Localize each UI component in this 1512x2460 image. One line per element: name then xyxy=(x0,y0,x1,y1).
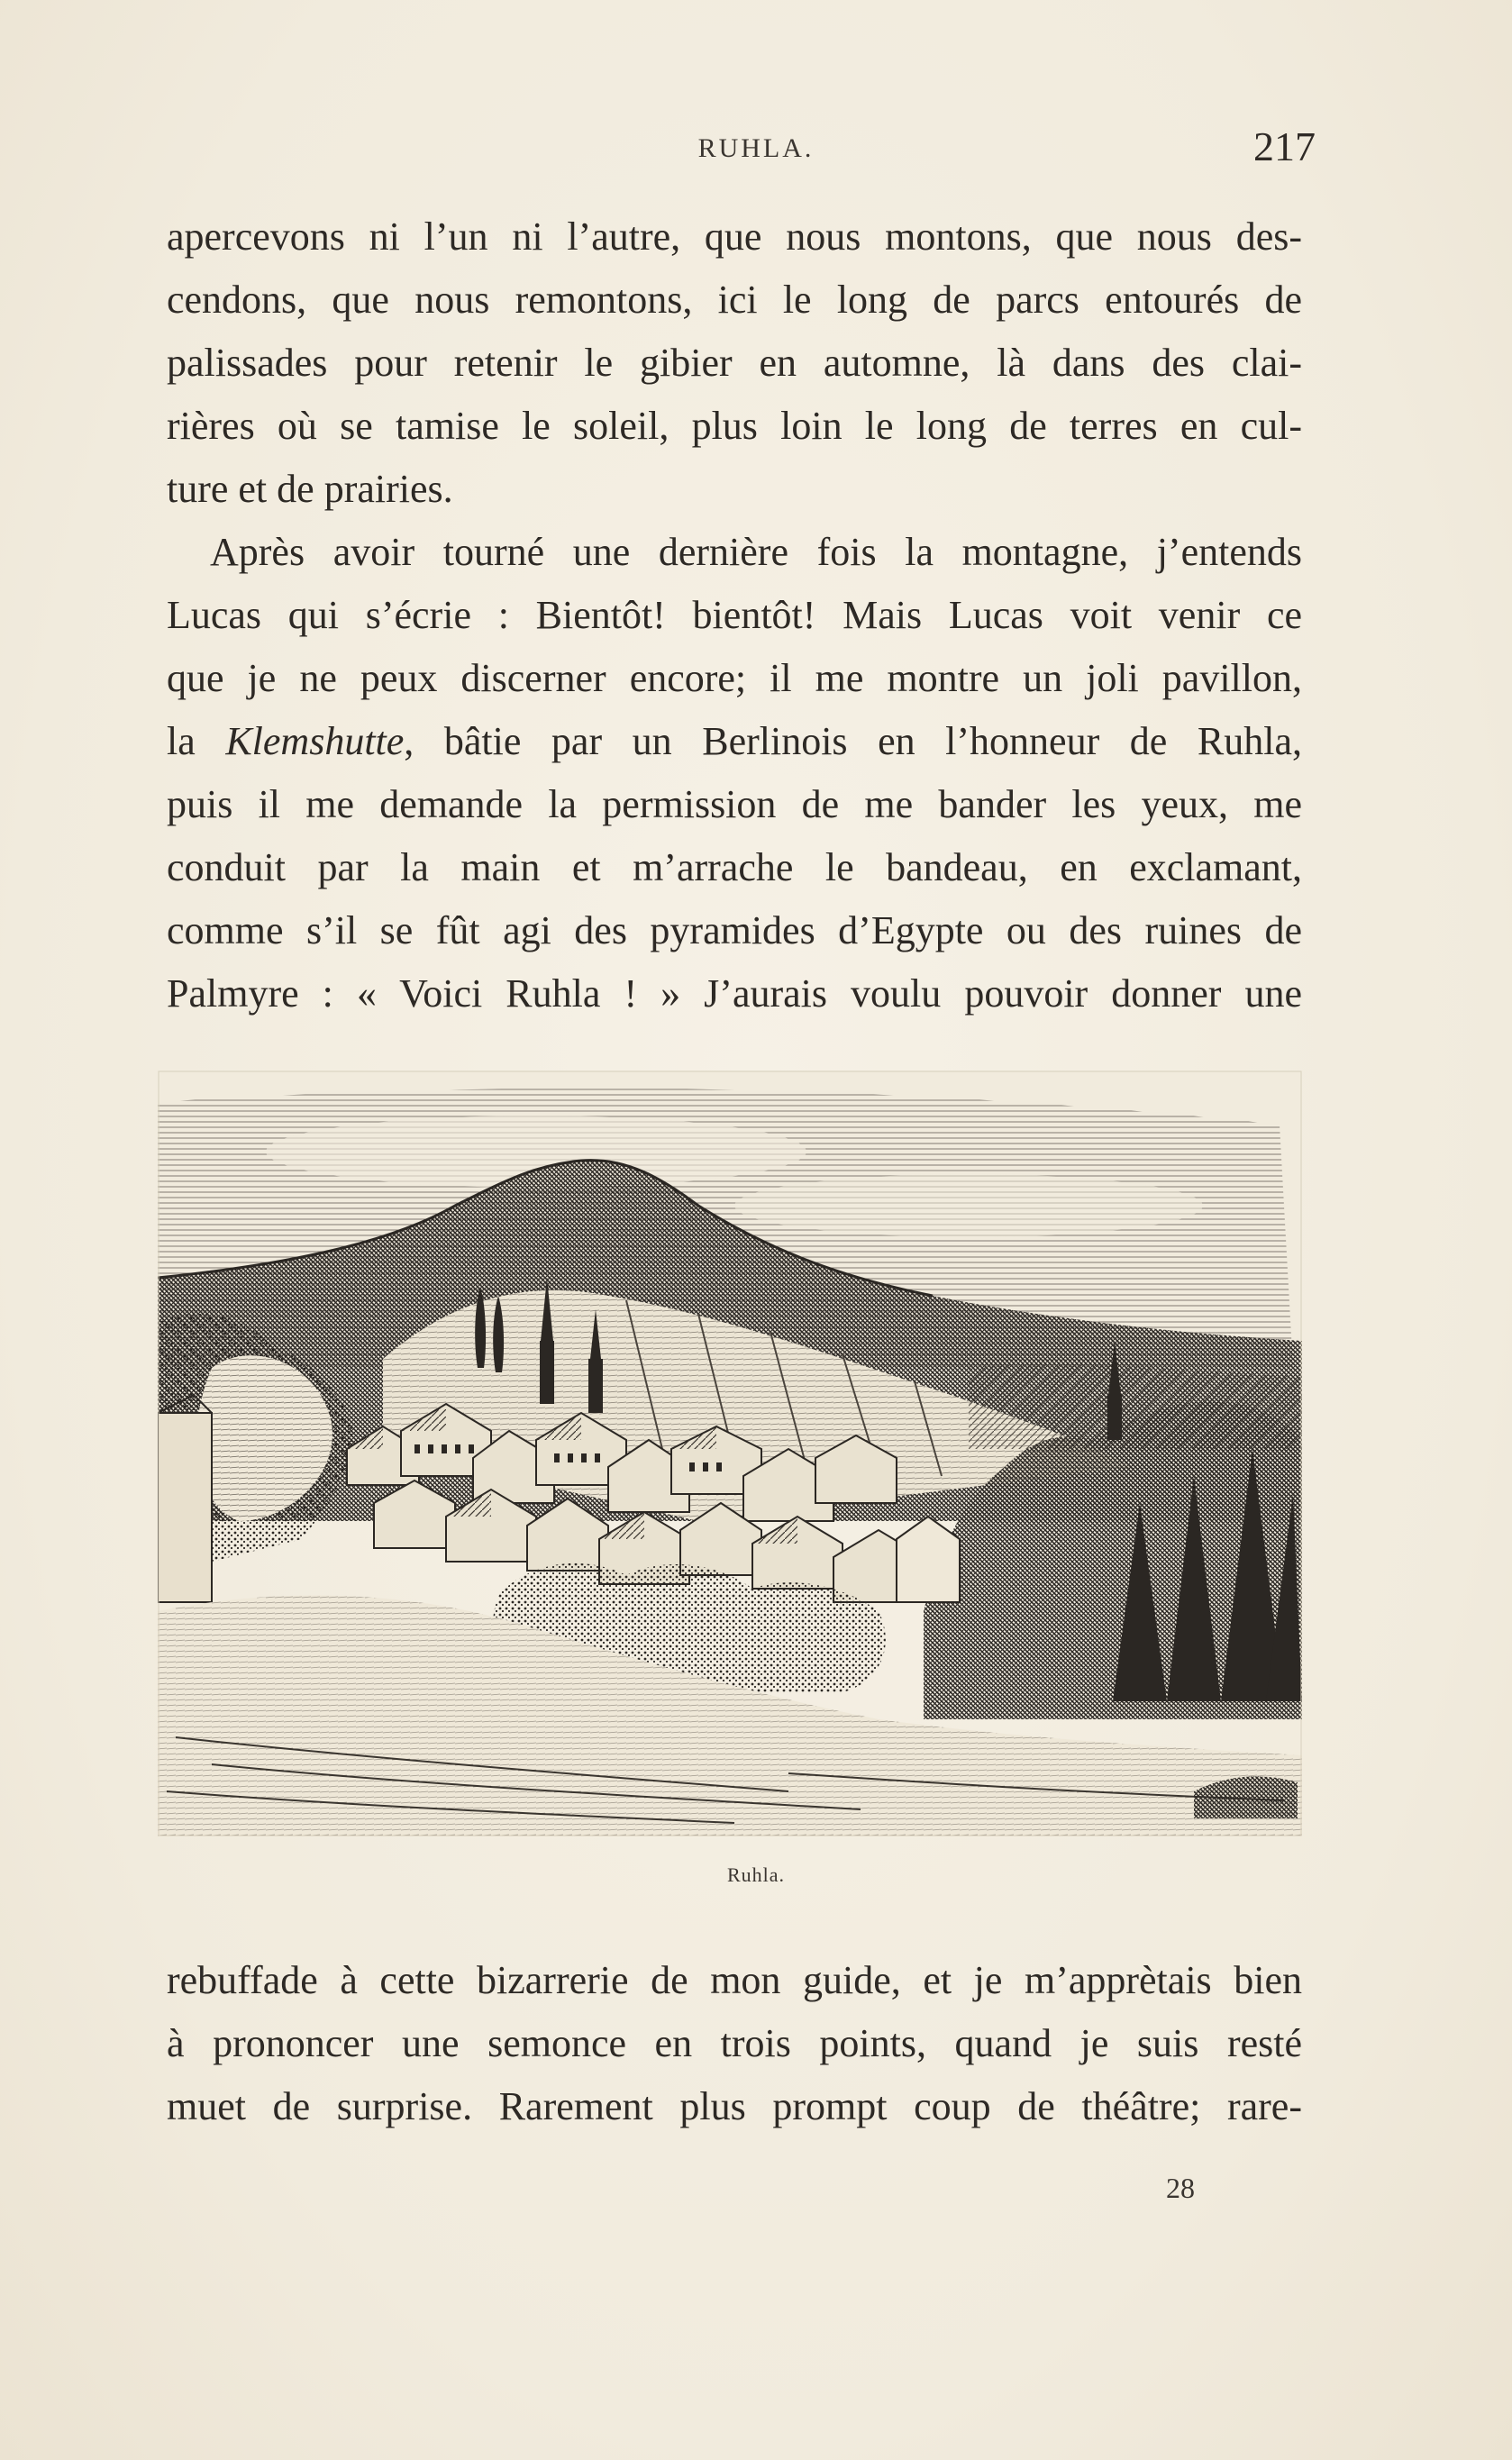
text-fragment: la xyxy=(167,719,226,763)
running-title: RUHLA. xyxy=(697,133,815,163)
text-line: Lucas qui s’écrie : Bientôt! bientôt! Mais Lucas voit venir ce xyxy=(167,593,1302,637)
text-line: muet de surprise. Rarement plus prompt coup de théâtre; rare- xyxy=(167,2084,1302,2128)
text-line: ture et de prairies. xyxy=(167,467,453,511)
text-line: apercevons ni l’un ni l’autre, que nous montons, que nous des- xyxy=(167,214,1302,259)
text-fragment: , bâtie par un Berlinois en l’honneur de Ruhla, xyxy=(404,719,1302,763)
text-line: comme s’il se fût agi des pyramides d’Egypte ou des ruines de xyxy=(167,908,1302,952)
text-line: conduit par la main et m’arrache le bandeau, en exclamant, xyxy=(167,845,1302,889)
text-line: rebuffade à cette bizarrerie de mon guide, et je m’apprètais bien xyxy=(167,1958,1302,2002)
text-line: Après avoir tourné une dernière fois la montagne, j’entends xyxy=(210,530,1302,574)
engraving-ruhla-landscape xyxy=(158,1071,1302,1836)
body-text-bottom xyxy=(167,1949,1302,2138)
italic-place-name: Klemshutte xyxy=(225,719,405,763)
signature-mark: 28 xyxy=(1166,2172,1195,2204)
engraving-illustration xyxy=(158,1071,1302,1836)
figure-caption: Ruhla. xyxy=(726,1863,786,1886)
page-number: 217 xyxy=(1253,123,1316,169)
text-line: Palmyre : « Voici Ruhla ! » J’aurais voulu pouvoir donner une xyxy=(167,971,1302,1016)
body-text-top xyxy=(167,205,1302,1025)
text-line-with-italic xyxy=(167,710,1302,773)
text-line: cendons, que nous remontons, ici le long de parcs entourés de xyxy=(167,278,1302,322)
text-line: puis il me demande la permission de me bander les yeux, me xyxy=(167,782,1302,826)
text-line: à prononcer une semonce en trois points, quand je suis resté xyxy=(167,2021,1302,2065)
text-line: rières où se tamise le soleil, plus loin le long de terres en cul- xyxy=(167,404,1302,448)
text-line: que je ne peux discerner encore; il me montre un joli pavillon, xyxy=(167,656,1302,700)
text-line: palissades pour retenir le gibier en automne, là dans des clai- xyxy=(167,341,1302,385)
